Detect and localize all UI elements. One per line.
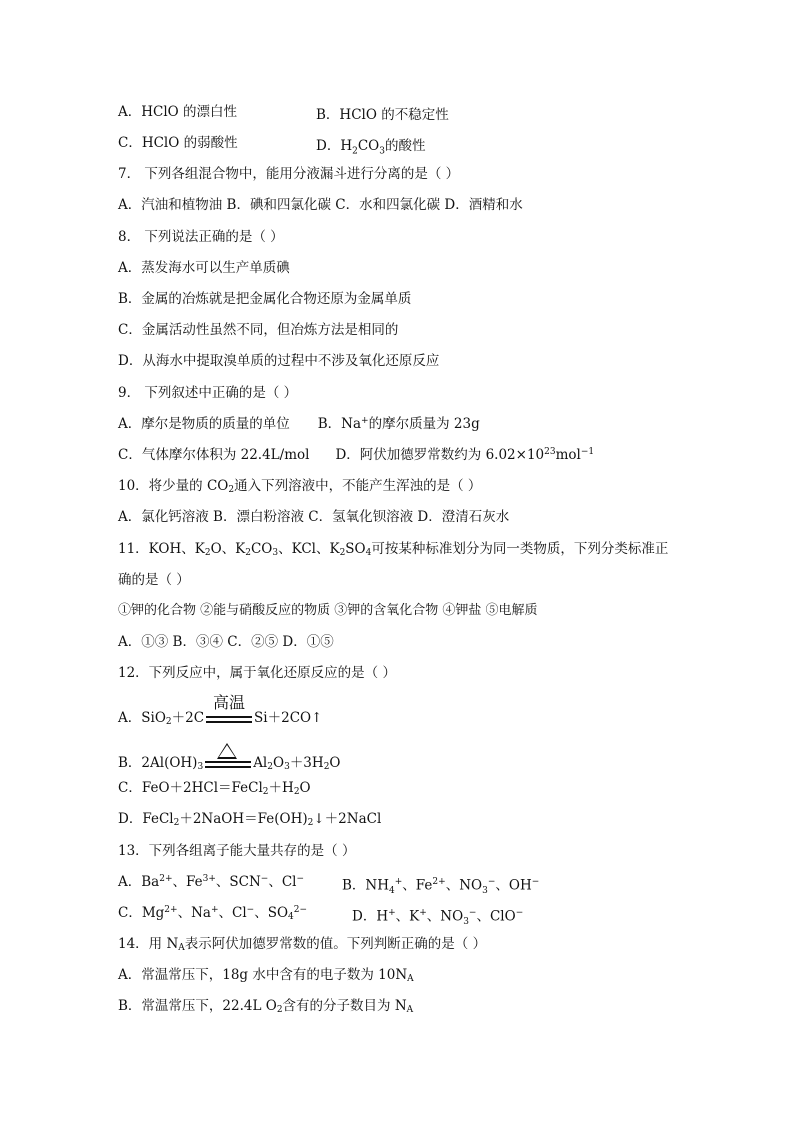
q8-option-a: A．蒸发海水可以生产单质碘 [118, 260, 290, 276]
high-temp-condition: 高温 [206, 710, 252, 728]
q11-options: A．①③ B．③④ C．②⑤ D．①⑤ [118, 634, 334, 650]
q14-stem: 14．用 $N_A$表示阿伏加德罗常数的值。下列判断正确的是（ ） [118, 936, 487, 953]
heat-triangle-icon [217, 743, 237, 759]
q14-option-b: B．常温常压下，22.4L $O_2$含有的分子数目为 $N_A$ [118, 998, 414, 1015]
q7-options: A．汽油和植物油 B．碘和四氯化碳 C．水和四氯化碳 D．酒精和水 [118, 197, 523, 213]
q8-stem: 8． 下列说法正确的是（ ） [118, 229, 284, 245]
q7-stem: 7． 下列各组混合物中，能用分液漏斗进行分离的是（ ） [118, 166, 460, 182]
q6-option-a: A．HClO 的漂白性 [118, 104, 238, 120]
q12-option-c: C．$FeO+2HCl=FeCl_2+H_2O$ [118, 780, 311, 797]
q10-options: A．氯化钙溶液 B．漂白粉溶液 C．氢氧化钡溶液 D．澄清石灰水 [118, 509, 510, 525]
q12-option-b: B．$2Al(OH)_3$ $Al_2O_3+3H_2O$ [118, 754, 341, 773]
q14-option-a: A．常温常压下，18g 水中含有的电子数为 $10N_A$ [118, 967, 414, 984]
q8-option-c: C．金属活动性虽然不同，但冶炼方法是相同的 [118, 322, 399, 338]
q13-option-c: C．$Mg^{2+}$、Na+、Cl−、$SO_4^{2-}$ [118, 905, 308, 922]
q6-option-b: B．HClO 的不稳定性 [316, 107, 449, 123]
q12-option-a: A．SiO$_2$＋2C 高温 Si＋2CO↑ [118, 692, 323, 727]
q13-option-d: D．H+、K+、$NO_3^-$、ClO− [352, 908, 524, 928]
q9-options-ab: A．摩尔是物质的质量的单位 B．Na+的摩尔质量为 23g [118, 416, 480, 432]
q6-option-c: C．HClO 的弱酸性 [118, 135, 238, 151]
q11-criteria: ①钾的化合物 ②能与硝酸反应的物质 ③钾的含氧化合物 ④钾盐 ⑤电解质 [118, 603, 538, 618]
q9-stem: 9． 下列叙述中正确的是（ ） [118, 385, 298, 401]
q9-options-cd: C．气体摩尔体积为 22.4L/mol D．阿伏加德罗常数约为 $6.02\times 10^{23}mol^{-1}$ [118, 447, 595, 463]
q13-stem: 13．下列各组离子能大量共存的是（ ） [118, 843, 356, 859]
q11-stem-line2: 确的是（ ） [118, 572, 190, 588]
q12-option-d: D．$FeCl_2+2NaOH=Fe(OH)_2↓+2NaCl$ [118, 811, 382, 828]
q8-option-b: B．金属的冶炼就是把金属化合物还原为金属单质 [118, 291, 412, 307]
q13-option-a: A．$Ba^{2+}$、$Fe^{3+}$、SCN−、Cl− [118, 874, 305, 890]
heat-condition [205, 755, 251, 773]
q8-option-d: D．从海水中提取溴单质的过程中不涉及氧化还原反应 [118, 353, 440, 369]
q11-stem-line1: 11．KOH、$K_2O$、$K_2CO_3$、KCl、$K_2SO_4$可按某种标准划分为同一类物质，下列分类标准正 [118, 541, 669, 558]
q6-option-d: D．$H_2CO_3$的酸性 [316, 138, 426, 157]
q12-stem: 12．下列反应中，属于氧化还原反应的是（ ） [118, 665, 396, 681]
q10-stem: 10．将少量的 $CO_2$通入下列溶液中，不能产生浑浊的是（ ） [118, 478, 482, 495]
q13-option-b: B．$NH_4^+$、$Fe^{2+}$、$NO_3^-$、OH− [342, 877, 540, 897]
